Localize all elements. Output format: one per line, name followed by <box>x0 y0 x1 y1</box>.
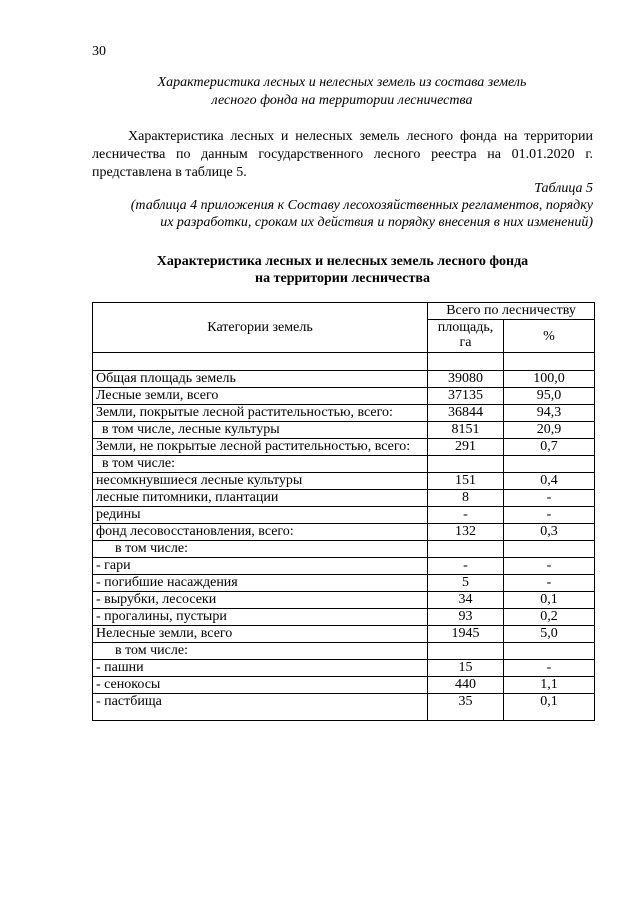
row-area-value: 151 <box>428 473 504 490</box>
row-percent-value: 1,1 <box>504 677 595 694</box>
row-area-value: 35 <box>428 694 504 721</box>
row-area-value: 8151 <box>428 422 504 439</box>
row-area-value: 37135 <box>428 388 504 405</box>
row-category-label: - пастбища <box>93 694 428 721</box>
row-category-label: лесные питомники, плантации <box>93 490 428 507</box>
row-percent-value: 0,1 <box>504 694 595 721</box>
header-percent: % <box>504 320 595 353</box>
row-area-value: - <box>428 507 504 524</box>
row-category-label: Общая площадь земель <box>93 371 428 388</box>
row-area-value: 93 <box>428 609 504 626</box>
row-percent-value: - <box>504 660 595 677</box>
table-number: Таблица 5 <box>534 181 593 196</box>
table-body <box>93 353 595 721</box>
row-category-label: Нелесные земли, всего <box>93 626 428 643</box>
table-row <box>93 422 595 439</box>
row-area-value: 440 <box>428 677 504 694</box>
row-area-value: 291 <box>428 439 504 456</box>
row-category-label: в том числе, лесные культуры <box>93 422 428 439</box>
row-category-label: в том числе: <box>93 456 428 473</box>
row-area-value: 5 <box>428 575 504 592</box>
table-row <box>93 456 595 473</box>
table-row <box>93 677 595 694</box>
table-row <box>93 388 595 405</box>
row-area-value: 39080 <box>428 371 504 388</box>
row-percent-value: 20,9 <box>504 422 595 439</box>
row-category-label: в том числе: <box>93 541 428 558</box>
row-category-label: редины <box>93 507 428 524</box>
table-row <box>93 473 595 490</box>
table-row-blank <box>93 353 595 371</box>
row-category-label: - гари <box>93 558 428 575</box>
row-area-value: 132 <box>428 524 504 541</box>
row-percent-value <box>504 643 595 660</box>
table-source-line-2: их разработки, срокам их действия и порядку внесения в них изменений) <box>160 215 593 230</box>
table-row <box>93 524 595 541</box>
table-row <box>93 541 595 558</box>
table-row <box>93 660 595 677</box>
row-area-value: 1945 <box>428 626 504 643</box>
row-area-value: 15 <box>428 660 504 677</box>
row-category-label: - погибшие насаждения <box>93 575 428 592</box>
header-area: площадь, га <box>428 320 504 353</box>
table-title-line-1: Характеристика лесных и нелесных земель лесного фонда <box>156 254 529 269</box>
row-category-label: в том числе: <box>93 643 428 660</box>
row-percent-value: - <box>504 558 595 575</box>
table-row <box>93 609 595 626</box>
land-categories-table <box>92 302 595 721</box>
row-percent-value: - <box>504 490 595 507</box>
table-title-line-2: на территории лесничества <box>255 271 430 286</box>
row-percent-value <box>504 456 595 473</box>
row-percent-value: 100,0 <box>504 371 595 388</box>
table-row <box>93 592 595 609</box>
row-percent-value <box>504 541 595 558</box>
row-category-label: Лесные земли, всего <box>93 388 428 405</box>
row-category-label: Земли, покрытые лесной растительностью, всего: <box>93 405 428 422</box>
row-area-value <box>428 541 504 558</box>
table-row <box>93 626 595 643</box>
row-percent-value: 0,7 <box>504 439 595 456</box>
row-category-label: - пашни <box>93 660 428 677</box>
section-heading-line-2: лесного фонда на территории лесничества <box>211 93 473 108</box>
section-heading <box>92 74 592 110</box>
table-row <box>93 507 595 524</box>
row-area-value: - <box>428 558 504 575</box>
row-category-label: Земли, не покрытые лесной растительностью, всего: <box>93 439 428 456</box>
row-area-value <box>428 456 504 473</box>
row-category-label: - вырубки, лесосеки <box>93 592 428 609</box>
row-category-label: - прогалины, пустыри <box>93 609 428 626</box>
row-area-value: 36844 <box>428 405 504 422</box>
row-percent-value: - <box>504 507 595 524</box>
row-percent-value: 0,1 <box>504 592 595 609</box>
row-percent-value: 5,0 <box>504 626 595 643</box>
table-row <box>93 405 595 422</box>
section-heading-line-1: Характеристика лесных и нелесных земель из состава земель <box>157 75 527 90</box>
header-group: Всего по лесничеству <box>428 303 595 320</box>
row-percent-value: 0,2 <box>504 609 595 626</box>
intro-paragraph: Характеристика лесных и нелесных земель лесного фонда на территории лесничества по данным государственного лесного реестра на 01.01.2020 г. представлена в таблице 5. <box>92 129 593 180</box>
row-percent-value: 0,3 <box>504 524 595 541</box>
table-row <box>93 643 595 660</box>
row-percent-value: 95,0 <box>504 388 595 405</box>
row-area-value: 8 <box>428 490 504 507</box>
row-category-label: несомкнувшиеся лесные культуры <box>93 473 428 490</box>
row-percent-value: - <box>504 575 595 592</box>
header-category: Категории земель <box>93 303 428 353</box>
table-title <box>92 253 593 287</box>
table-source-line-1: (таблица 4 приложения к Составу лесохозяйственных регламентов, порядку <box>130 198 593 213</box>
table-row <box>93 490 595 507</box>
table-row <box>93 558 595 575</box>
row-area-value: 34 <box>428 592 504 609</box>
table-row <box>93 439 595 456</box>
row-percent-value: 94,3 <box>504 405 595 422</box>
table-row <box>93 575 595 592</box>
table-row <box>93 371 595 388</box>
row-percent-value: 0,4 <box>504 473 595 490</box>
page-number: 30 <box>92 44 106 59</box>
row-category-label: - сенокосы <box>93 677 428 694</box>
row-category-label: фонд лесовосстановления, всего: <box>93 524 428 541</box>
table-row <box>93 694 595 721</box>
row-area-value <box>428 643 504 660</box>
table-caption <box>92 180 593 231</box>
